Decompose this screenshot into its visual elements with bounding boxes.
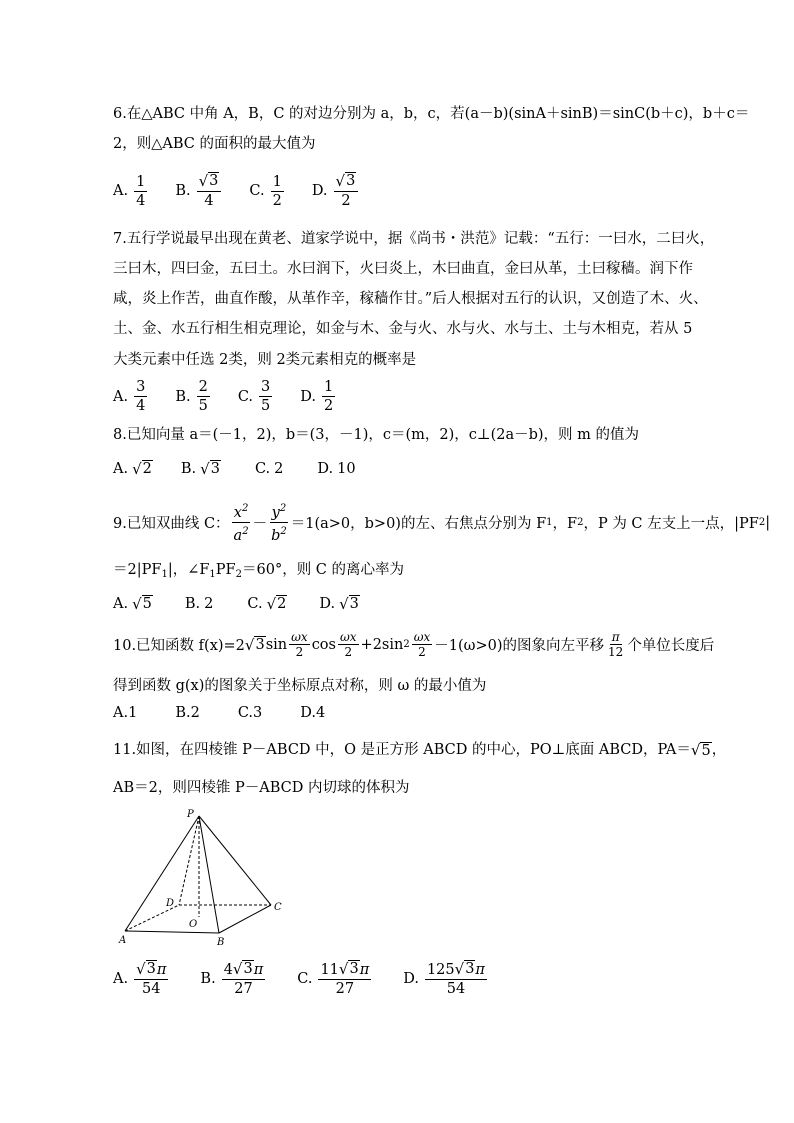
q7-option-d[interactable]: D. $\frac{1}{2}$ — [300, 379, 334, 414]
q7-option-a[interactable]: A. $\frac{3}{4}$ — [113, 379, 146, 414]
q6-option-a[interactable]: A. $\frac{1}{4}$ — [113, 173, 146, 209]
label-a: A — [119, 935, 127, 946]
q8-options — [113, 460, 382, 478]
q9-option-b[interactable]: B. 2 — [184, 596, 214, 612]
q8-stem: 8.已知向量 a＝(－1，2)，b＝(3，－1)，c＝(m，2)，c⊥(2a－b)，则 m 的值为 — [113, 427, 639, 443]
q11-option-d[interactable]: D. 125 √ 3 π 54 — [403, 960, 485, 997]
q10-option-c[interactable]: C.3 — [237, 705, 263, 721]
q9-option-c[interactable]: C. √ 2 — [247, 595, 287, 613]
q8-option-d[interactable]: D. 10 — [317, 461, 356, 477]
q6-options — [113, 172, 386, 210]
label-p: P — [187, 809, 194, 820]
q9-option-a[interactable]: A. √ 5 — [113, 595, 152, 613]
q9-option-d[interactable]: D. √ 3 — [319, 595, 359, 613]
q7-stem-line4: 土、金、水五行相生相克理论，如金与木、金与火、水与火、水与土、土与木相克，若从 5 — [113, 321, 693, 337]
q10-option-d[interactable]: D.4 — [300, 705, 326, 721]
q7-stem-line5: 大类元素中任选 2类，则 2类元素相克的概率是 — [113, 352, 417, 368]
q10-stem-line2: 得到函数 g(x)的图象关于坐标原点对称，则 ω 的最小值为 — [113, 678, 487, 694]
q11-stem-line1: 11.如图，在四棱锥 P－ABCD 中，O 是正方形 ABCD 的中心，PO⊥底面 ABCD，PA＝ √ 5 ， — [113, 741, 727, 759]
q6-stem-line2: 2，则△ABC 的面积的最大值为 — [113, 136, 316, 152]
q6-option-b[interactable]: B. √ 3 4 — [175, 172, 223, 210]
q8-option-b[interactable]: B. √ 3 — [180, 460, 220, 478]
q10-option-a[interactable]: A.1 — [113, 705, 138, 721]
q7-option-c[interactable]: C. $\frac{3}{5}$ — [237, 379, 271, 414]
q7-option-b[interactable]: B. $\frac{2}{5}$ — [175, 379, 208, 414]
q6-option-c[interactable]: C. $\frac{1}{2}$ — [249, 173, 282, 209]
q9-stem-line1: 9.已知双曲线 C： $\frac{x^2}{a^2}$ － $\frac{y^2}{b^2}$ ＝1(a>0，b>0)的左、右焦点分别为 F 1 ，F 2 ，P 为 C 左支上一点，|PF 2 | — [113, 500, 770, 545]
q9-options — [113, 595, 386, 613]
q9-stem-line2: $=2|PF_1|$，$\angle F_1PF_2=60^\circ$，则 C 的离心率为 — [113, 562, 405, 580]
q8-option-c[interactable]: C. 2 — [254, 461, 284, 477]
q6-option-d[interactable]: D. √ 3 2 — [312, 172, 361, 210]
q7-stem-line2: 三曰木，四曰金，五曰土。水曰润下，火曰炎上，木曰曲直，金曰从革，土曰稼穑。润下作 — [113, 261, 693, 277]
q6-stem-line1: 6.在△ABC 中角 A，B，C 的对边分别为 a，b，c，若(a－b)(sinA＋sinB)＝sinC(b＋c)，b＋c＝ — [113, 106, 750, 122]
q11-options — [113, 960, 515, 998]
label-d: D — [166, 898, 175, 909]
q7-stem-line1: 7.五行学说最早出现在黄老、道家学说中，据《尚书・洪范》记载：“五行：一曰水，二曰火， — [113, 231, 715, 247]
q10-option-b[interactable]: B.2 — [175, 705, 200, 721]
label-b: B — [217, 937, 225, 948]
q10-stem-line1: 10.已知函数 f(x)=2 √ 3 sin $\frac{\omega x}{2}$ cos $\frac{\omega x}{2}$ +2sin 2 $\frac{\omega x}{2}$ －1(ω>0)的图象向左平移 $\frac{\pi}{12}$ 个单位长度后 — [113, 630, 715, 659]
pyramid-figure — [115, 805, 295, 950]
q7-options — [113, 378, 363, 415]
q11-option-c[interactable]: C. 11 √ 3 π 27 — [297, 960, 370, 997]
q11-stem-line2: AB＝2，则四棱锥 P－ABCD 内切球的体积为 — [113, 780, 410, 796]
q11-option-a[interactable]: A. √ 3 π 54 — [113, 960, 167, 997]
label-c: C — [274, 902, 282, 913]
q11-option-b[interactable]: B. 4 √ 3 π 27 — [200, 960, 264, 997]
label-o: O — [189, 919, 198, 930]
q10-options — [113, 705, 351, 721]
q8-option-a[interactable]: A. √ 2 — [113, 460, 152, 478]
q7-stem-line3: 咸，炎上作苦，曲直作酸，从革作辛，稼穑作甘。”后人根据对五行的认识，又创造了木、火、 — [113, 291, 708, 307]
